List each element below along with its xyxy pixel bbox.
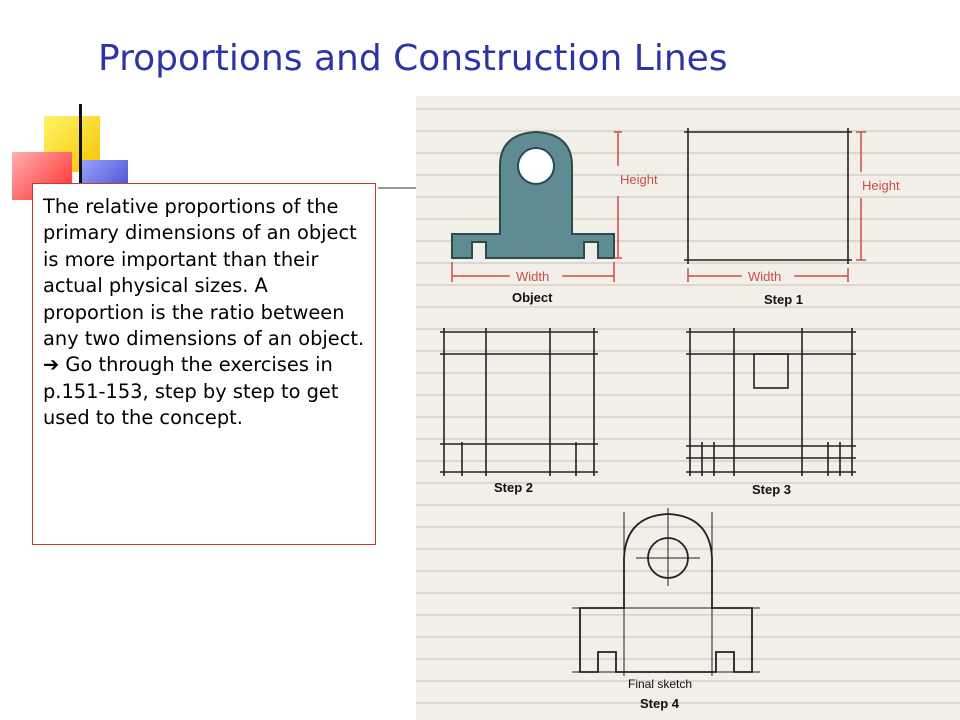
proportion-sketch-steps	[416, 96, 960, 720]
textbook-figure	[416, 96, 960, 720]
step4-caption: Step 4	[640, 696, 680, 711]
body-text	[43, 194, 367, 432]
step3-caption: Step 3	[752, 482, 792, 497]
final-sketch-caption: Final sketch	[628, 677, 693, 691]
step1-caption: Step 1	[764, 292, 804, 307]
slide-title: Proportions and Construction Lines	[98, 38, 728, 79]
vertical-rule-decoration	[79, 104, 82, 184]
step2-caption: Step 2	[494, 480, 534, 495]
step1-width-label: Width	[748, 269, 782, 284]
right-arrow-icon: ➔	[43, 353, 60, 377]
object-height-label: Height	[620, 172, 658, 187]
object-width-label: Width	[516, 269, 550, 284]
step1-height-label: Height	[862, 178, 900, 193]
object-caption: Object	[512, 290, 553, 305]
body-text-box	[32, 183, 376, 545]
horizontal-rule-decoration	[378, 187, 418, 189]
body-text-part-1: The relative proportions of the primary dimensions of an object is more important than their actual physical sizes. A proportion is the ratio between any two dimensions of an object.	[43, 195, 365, 351]
body-text-part-2: Go through the exercises in p.151-153, step by step to get used to the concept.	[43, 353, 339, 430]
